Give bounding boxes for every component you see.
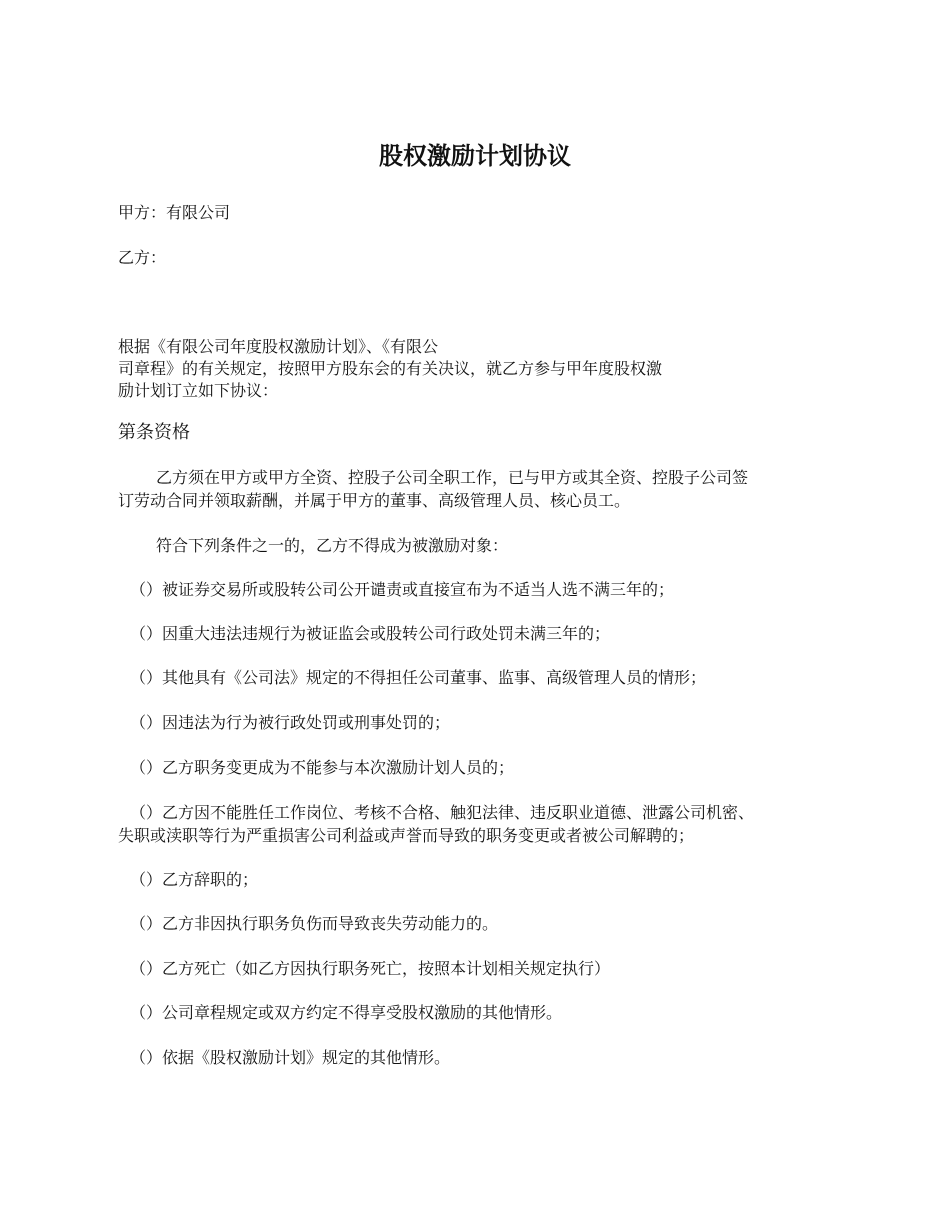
paragraph-2: 符合下列条件之一的，乙方不得成为被激励对象： xyxy=(156,536,509,555)
intro-line-2: 司章程》的有关规定，按照甲方股东会的有关决议，就乙方参与甲年度股权激 xyxy=(118,359,663,378)
condition-item: （）公司章程规定或双方约定不得享受股权激励的其他情形。 xyxy=(130,1003,563,1022)
section-heading: 第条资格 xyxy=(118,422,190,443)
condition-item: （）因重大违法违规行为被证监会或股转公司行政处罚未满三年的； xyxy=(130,624,611,643)
paragraph-1-line-1: 乙方须在甲方或甲方全资、控股子公司全职工作，已与甲方或其全资、控股子公司签 xyxy=(156,468,749,487)
condition-item-continuation: 失职或渎职等行为严重损害公司利益或声誉而导致的职务变更或者被公司解聘的； xyxy=(118,826,695,845)
condition-item: （）乙方职务变更成为不能参与本次激励计划人员的； xyxy=(130,758,515,777)
condition-item: （）乙方因不能胜任工作岗位、考核不合格、触犯法律、违反职业道德、泄露公司机密、 xyxy=(130,803,755,822)
paragraph-1-line-2: 订劳动合同并领取薪酬，并属于甲方的董事、高级管理人员、核心员工。 xyxy=(118,491,631,510)
condition-item: （）因违法为行为被行政处罚或刑事处罚的； xyxy=(130,713,451,732)
condition-item: （）其他具有《公司法》规定的不得担任公司董事、监事、高级管理人员的情形； xyxy=(130,668,707,687)
document-title: 股权激励计划协议 xyxy=(379,141,571,170)
condition-item: （）被证券交易所或股转公司公开谴责或直接宣布为不适当人选不满三年的； xyxy=(130,580,675,599)
condition-item: （）乙方辞职的； xyxy=(130,870,259,889)
condition-item: （）乙方死亡（如乙方因执行职务死亡，按照本计划相关规定执行） xyxy=(130,959,611,978)
party-a-line: 甲方：有限公司 xyxy=(118,203,231,222)
condition-item: （）乙方非因执行职务负伤而导致丧失劳动能力的。 xyxy=(130,914,499,933)
intro-line-1: 根据《有限公司年度股权激励计划》、《有限公 xyxy=(118,337,439,356)
condition-item: （）依据《股权激励计划》规定的其他情形。 xyxy=(130,1048,451,1067)
intro-line-3: 励计划订立如下协议： xyxy=(118,381,279,400)
party-b-line: 乙方： xyxy=(118,248,167,267)
